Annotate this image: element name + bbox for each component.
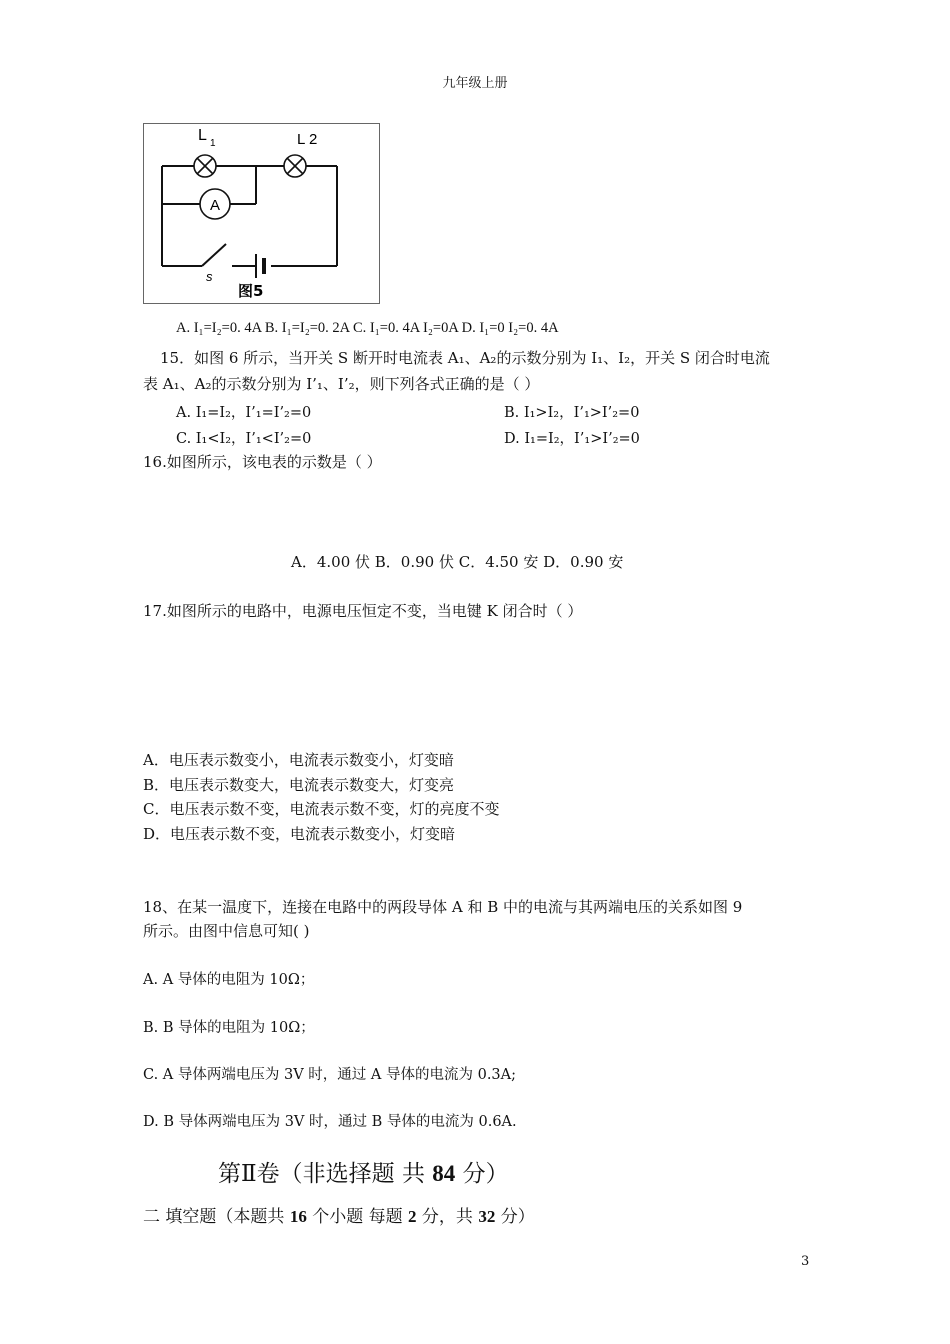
lamp-l2 bbox=[284, 155, 306, 177]
q14-options: A. I₁=I₂=0. 4A B. I₁=I₂=0. 2A C. I₁=0. 4A I₂=0A D. I₁=0 I₂=0. 4A bbox=[176, 320, 559, 336]
q18-stem-line2: 所示。由图中信息可知( ) bbox=[143, 922, 310, 940]
fill-heading-count: 16 bbox=[289, 1207, 307, 1226]
fill-heading-part: 个小题 每题 bbox=[306, 1207, 409, 1227]
ammeter-label: A bbox=[209, 197, 221, 214]
switch-label: s bbox=[206, 269, 213, 284]
q18-option-d: D. B 导体两端电压为 3V 时，通过 B 导体的电流为 0.6A. bbox=[143, 1114, 517, 1130]
section-2-heading-post: 分） bbox=[455, 1161, 509, 1187]
q17-option-b: B．电压表示数变大，电流表示数变大，灯变亮 bbox=[143, 776, 455, 794]
q17-option-c: C．电压表示数不变，电流表示数不变，灯的亮度不变 bbox=[143, 800, 500, 818]
lamp-l2-label: L 2 bbox=[297, 131, 318, 148]
q17-option-d: D．电压表示数不变，电流表示数变小，灯变暗 bbox=[143, 825, 456, 843]
lamp-l1-subscript: 1 bbox=[210, 138, 216, 149]
fill-heading-part: 二 填空题（本题共 bbox=[143, 1207, 290, 1227]
q17-stem: 17.如图所示的电路中，电源电压恒定不变，当电键 K 闭合时（ ） bbox=[143, 602, 583, 620]
q18-option-a: A. A 导体的电阻为 10Ω； bbox=[143, 972, 315, 988]
section-2-heading bbox=[218, 1155, 509, 1188]
q15-option-c: C. I₁<I₂，I’₁<I’₂=0 bbox=[176, 431, 312, 447]
q15-stem-line2: 表 A₁、A₂的示数分别为 I’₁、I’₂，则下列各式正确的是（ ） bbox=[143, 375, 540, 393]
q16-options: A．4.00 伏 B．0.90 伏 C．4.50 安 D．0.90 安 bbox=[291, 553, 624, 571]
q18-option-c: C. A 导体两端电压为 3V 时，通过 A 导体的电流为 0.3A; bbox=[143, 1067, 517, 1083]
q18-option-b: B. B 导体的电阻为 10Ω； bbox=[143, 1020, 315, 1036]
q15-stem-line1: 15．如图 6 所示，当开关 S 断开时电流表 A₁、A₂的示数分别为 I₁、I₂，开关 S 闭合时电流 bbox=[160, 349, 770, 367]
q18-stem-line1: 18、在某一温度下，连接在电路中的两段导体 A 和 B 中的电流与其两端电压的关系如图 9 bbox=[143, 898, 743, 916]
q15-option-b: B. I₁>I₂，I’₁>I’₂=0 bbox=[504, 405, 640, 421]
fill-in-heading bbox=[143, 1202, 535, 1227]
fill-heading-each: 2 bbox=[408, 1207, 417, 1226]
q16-stem: 16.如图所示，该电表的示数是（ ） bbox=[143, 453, 382, 471]
q17-option-a: A．电压表示数变小，电流表示数变小，灯变暗 bbox=[143, 751, 454, 769]
lamp-l1-label: L bbox=[198, 127, 207, 144]
page-header: 九年级上册 bbox=[442, 76, 508, 91]
q15-option-d: D. I₁=I₂，I’₁>I’₂=0 bbox=[504, 431, 640, 447]
section-2-heading-pre: 第Ⅱ卷（非选择题 共 bbox=[218, 1161, 433, 1187]
section-2-score: 84 bbox=[432, 1161, 456, 1186]
circuit-figure-5 bbox=[143, 123, 380, 304]
fill-heading-part: 分，共 bbox=[416, 1207, 479, 1227]
fill-heading-total: 32 bbox=[478, 1207, 496, 1226]
fill-heading-part: 分） bbox=[495, 1207, 535, 1227]
lamp-l1 bbox=[194, 155, 216, 177]
figure-caption: 图5 bbox=[238, 282, 264, 300]
q15-option-a: A. I₁=I₂，I’₁=I’₂=0 bbox=[176, 405, 312, 421]
circuit-diagram bbox=[144, 124, 379, 303]
page-number: 3 bbox=[801, 1254, 810, 1269]
